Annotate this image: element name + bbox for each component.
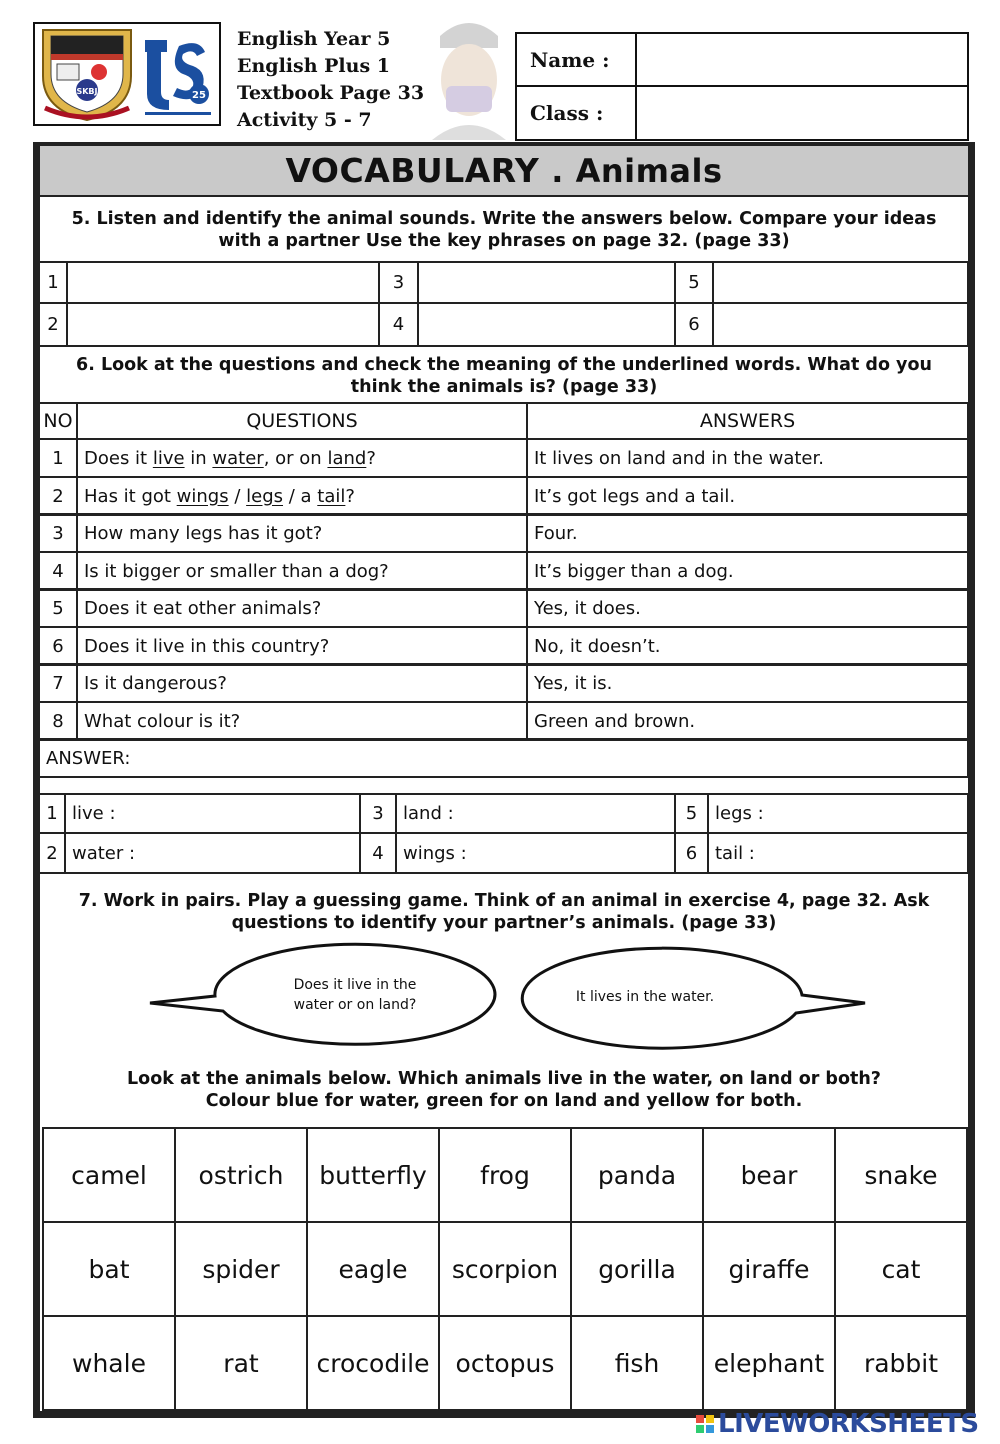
col-header-questions: QUESTIONS [76, 402, 528, 440]
student-info-table [515, 32, 969, 141]
question-fragment: Has it got [84, 485, 177, 507]
question-number: 4 [38, 551, 78, 591]
question-text [76, 476, 528, 516]
logo-text: SKBJ [76, 87, 98, 96]
animal-cell[interactable]: frog [438, 1127, 572, 1223]
question-text [76, 663, 528, 703]
answer-text: No, it doesn’t. [526, 626, 969, 666]
title-line: English Plus 1 [237, 55, 390, 77]
animal-cell[interactable]: scorpion [438, 1221, 572, 1317]
ex5-answer-box-6[interactable] [712, 302, 969, 347]
title-line: Textbook Page 33 [237, 82, 425, 104]
answer-text: Green and brown. [526, 701, 969, 741]
animal-cell[interactable]: camel [42, 1127, 176, 1223]
question-number: 2 [38, 476, 78, 516]
title-line: English Year 5 [237, 28, 391, 50]
animal-cell[interactable]: bear [702, 1127, 836, 1223]
class-label: Class : [517, 87, 637, 139]
logo-graphic [35, 24, 219, 124]
question-text [76, 513, 528, 553]
vocab-word-tail[interactable]: tail : [707, 832, 969, 874]
animal-cell[interactable]: elephant [702, 1315, 836, 1411]
ex6-instruction-line: think the animals is? (page 33) [350, 377, 658, 397]
vocab-word-live[interactable]: live : [64, 793, 361, 834]
bubble-right-text: It lives in the water. [575, 989, 715, 1005]
animal-cell[interactable]: rat [174, 1315, 308, 1411]
answer-text: It’s bigger than a dog. [526, 551, 969, 591]
question-fragment: Does it [84, 447, 153, 469]
animal-cell[interactable]: crocodile [306, 1315, 440, 1411]
colour-instruction [40, 1068, 968, 1112]
answer-text: It lives on land and in the water. [526, 438, 969, 478]
vocab-number: 5 [674, 793, 709, 834]
animal-cell[interactable]: eagle [306, 1221, 440, 1317]
liveworksheets-logo [695, 1409, 979, 1439]
answer-label: ANSWER: [38, 738, 969, 778]
ex6-instruction-line: 6. Look at the questions and check the meaning of the underlined words. What do you [76, 355, 932, 375]
colour-instruction-line: Look at the animals below. Which animals live in the water, on land or both? [127, 1069, 881, 1089]
question-fragment: Does it eat other animals? [84, 597, 322, 619]
ex5-answer-box-3[interactable] [417, 261, 676, 304]
name-label: Name : [517, 34, 637, 85]
bubble-left-text [260, 975, 450, 1015]
colour-instruction-line: Colour blue for water, green for on land and yellow for both. [205, 1091, 803, 1111]
ex5-number: 3 [378, 261, 419, 304]
animal-cell[interactable]: ostrich [174, 1127, 308, 1223]
question-text [76, 701, 528, 741]
animal-cell[interactable]: octopus [438, 1315, 572, 1411]
question-fragment: / [228, 485, 247, 507]
brand-icon [695, 1414, 715, 1434]
animal-cell[interactable]: fish [570, 1315, 704, 1411]
animal-cell[interactable]: butterfly [306, 1127, 440, 1223]
animal-cell[interactable]: whale [42, 1315, 176, 1411]
ex7-instruction [40, 890, 968, 934]
question-fragment: Does it live in this country? [84, 635, 330, 657]
question-number: 8 [38, 701, 78, 741]
ex5-number: 5 [674, 261, 714, 304]
vocabulary-title: VOCABULARY [285, 151, 540, 190]
worksheet-title [237, 26, 424, 134]
vocab-number: 6 [674, 832, 709, 874]
vocab-number: 4 [359, 832, 397, 874]
logo-badge: 25 [192, 90, 206, 101]
vocab-word-water[interactable]: water : [64, 832, 361, 874]
question-fragment: What colour is it? [84, 710, 241, 732]
animal-cell[interactable]: snake [834, 1127, 968, 1223]
question-text [76, 588, 528, 628]
speech-bubbles [140, 941, 880, 1051]
animal-cell[interactable]: rabbit [834, 1315, 968, 1411]
question-fragment: Is it bigger or smaller than a dog? [84, 560, 389, 582]
ex5-number: 2 [38, 302, 68, 347]
ex5-answer-box-2[interactable] [66, 302, 380, 347]
brand-text: LIVEWORKSHEETS [718, 1409, 979, 1439]
ex7-instruction-line: questions to identify your partner’s animals. (page 33) [231, 913, 777, 933]
animal-cell[interactable]: spider [174, 1221, 308, 1317]
col-header-answers: ANSWERS [526, 402, 969, 440]
ex5-number: 6 [674, 302, 714, 347]
vocabulary-subtitle: . Animals [551, 151, 723, 190]
ex5-number: 4 [378, 302, 419, 347]
animal-cell[interactable]: giraffe [702, 1221, 836, 1317]
ex5-number: 1 [38, 261, 68, 304]
vocabulary-header [40, 146, 968, 197]
vocab-number: 1 [38, 793, 66, 834]
question-text [76, 438, 528, 478]
answer-text: Yes, it does. [526, 588, 969, 628]
ex5-answer-box-5[interactable] [712, 261, 969, 304]
ex5-instruction [40, 208, 968, 252]
animal-cell[interactable]: bat [42, 1221, 176, 1317]
school-logo [33, 22, 221, 126]
underlined-word: tail [317, 485, 346, 507]
underlined-word: water [212, 447, 264, 469]
question-fragment: Is it dangerous? [84, 672, 227, 694]
animal-cell[interactable]: panda [570, 1127, 704, 1223]
question-number: 6 [38, 626, 78, 666]
worksheet-body [33, 142, 975, 1418]
underlined-word: land [327, 447, 367, 469]
ex7-instruction-line: 7. Work in pairs. Play a guessing game. Think of an animal in exercise 4, page 32. Ask [78, 891, 930, 911]
title-line: Activity 5 - 7 [237, 109, 372, 131]
vocab-word-wings[interactable]: wings : [395, 832, 676, 874]
class-row [517, 87, 967, 139]
vocab-number: 3 [359, 793, 397, 834]
question-fragment: ? [345, 485, 355, 507]
ex6-instruction [40, 354, 968, 398]
vocab-number: 2 [38, 832, 66, 874]
bubble-left-line: Does it live in the [293, 977, 417, 993]
vocab-word-legs[interactable]: legs : [707, 793, 969, 834]
ex5-answer-box-1[interactable] [66, 261, 380, 304]
animal-cell[interactable]: cat [834, 1221, 968, 1317]
question-fragment: in [184, 447, 213, 469]
underlined-word: wings [176, 485, 229, 507]
answer-text: It’s got legs and a tail. [526, 476, 969, 516]
question-number: 5 [38, 588, 78, 628]
col-header-no: NO [38, 402, 78, 440]
vocab-word-land[interactable]: land : [395, 793, 676, 834]
question-fragment: ? [366, 447, 376, 469]
question-fragment: / a [283, 485, 318, 507]
answer-text: Four. [526, 513, 969, 553]
bubble-left-line: water or on land? [293, 997, 417, 1013]
name-row [517, 34, 967, 87]
question-number: 1 [38, 438, 78, 478]
ex5-instruction-line: with a partner Use the key phrases on page 32. (page 33) [218, 231, 790, 251]
ex5-answer-box-4[interactable] [417, 302, 676, 347]
question-fragment: How many legs has it got? [84, 522, 323, 544]
faded-portrait-image [428, 10, 510, 140]
question-text [76, 551, 528, 591]
underlined-word: live [152, 447, 185, 469]
question-number: 3 [38, 513, 78, 553]
underlined-word: legs [246, 485, 284, 507]
question-fragment: , or on [263, 447, 328, 469]
question-text [76, 626, 528, 666]
question-number: 7 [38, 663, 78, 703]
animal-cell[interactable]: gorilla [570, 1221, 704, 1317]
ex5-instruction-line: 5. Listen and identify the animal sounds. Write the answers below. Compare your ideas [71, 209, 937, 229]
answer-text: Yes, it is. [526, 663, 969, 703]
